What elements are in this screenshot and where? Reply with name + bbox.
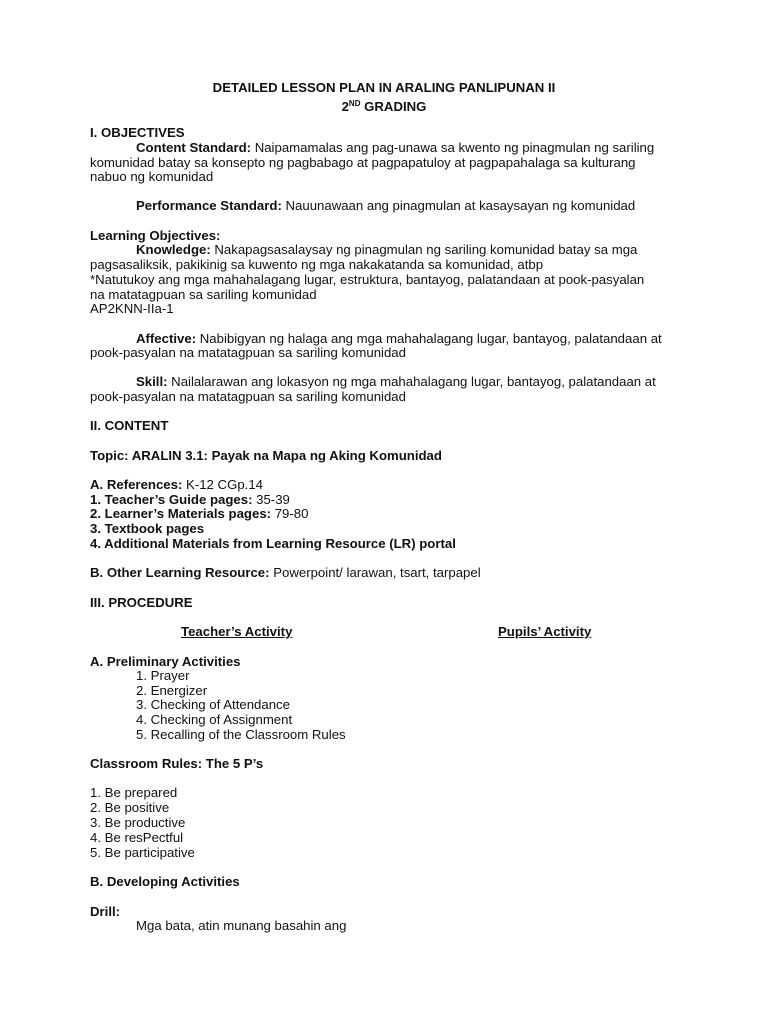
objectives-heading: I. OBJECTIVES: [90, 125, 185, 140]
developing-heading: B. Developing Activities: [90, 874, 240, 889]
affective-line1: Affective: Nabibigyan ng halaga ang mga mahahalagang lugar, bantayog, palatandaan at: [136, 331, 662, 346]
grading-line: 2ND GRADING: [341, 99, 427, 114]
affective-line2: pook-pasyalan na matatagpuan sa sariling komunidad: [90, 345, 406, 360]
procedure-heading: III. PROCEDURE: [90, 595, 193, 610]
list-item: 4. Be resPectful: [90, 830, 184, 845]
drill-label: Drill:: [90, 904, 121, 919]
list-item: 1. Prayer: [136, 668, 190, 683]
other-resource-line: B. Other Learning Resource: Powerpoint/ larawan, tsart, tarpapel: [90, 565, 481, 580]
list-item: 2. Be positive: [90, 800, 170, 815]
pupils-activity-column: Pupils’ Activity: [498, 624, 592, 639]
content-heading: II. CONTENT: [90, 418, 169, 433]
knowledge-line3: *Natutukoy ang mga mahahalagang lugar, estruktura, bantayog, palatandaan at pook-pasyalan: [90, 272, 645, 287]
preliminary-heading: A. Preliminary Activities: [90, 654, 241, 669]
teachers-guide-line: 1. Teacher’s Guide pages: 35-39: [90, 492, 290, 507]
content-standard-line1: Content Standard: Naipamamalas ang pag-unawa sa kwento ng pinagmulan ng sariling: [136, 140, 655, 155]
learning-objectives-heading: Learning Objectives:: [90, 228, 221, 243]
list-item: 1. Be prepared: [90, 785, 178, 800]
content-standard-line2: komunidad batay sa konsepto ng pagbabago at pagpapatuloy at pagpapahalaga sa kulturang: [90, 155, 636, 170]
list-item: 3. Be productive: [90, 815, 186, 830]
content-standard-line3: nabuo ng komunidad: [90, 169, 214, 184]
teacher-activity-column: Teacher’s Activity: [181, 624, 293, 639]
skill-line2: pook-pasyalan na matatagpuan sa sariling komunidad: [90, 389, 406, 404]
textbook-line: 3. Textbook pages: [90, 521, 205, 536]
performance-standard: Performance Standard: Nauunawaan ang pinagmulan at kasaysayan ng komunidad: [136, 198, 636, 213]
classroom-rules-heading: Classroom Rules: The 5 P’s: [90, 756, 264, 771]
references-line: A. References: K-12 CGp.14: [90, 477, 263, 492]
list-item: 4. Checking of Assignment: [136, 712, 293, 727]
learners-materials-line: 2. Learner’s Materials pages: 79-80: [90, 506, 309, 521]
document-title: DETAILED LESSON PLAN IN ARALING PANLIPUNAN II: [212, 80, 556, 95]
list-item: 2. Energizer: [136, 683, 208, 698]
knowledge-line1: Knowledge: Nakapagsasalaysay ng pinagmulan ng sariling komunidad batay sa mga: [136, 242, 638, 257]
drill-text: Mga bata, atin munang basahin ang: [136, 918, 347, 933]
competency-code: AP2KNN-IIa-1: [90, 301, 174, 316]
list-item: 3. Checking of Attendance: [136, 697, 290, 712]
list-item: 5. Recalling of the Classroom Rules: [136, 727, 346, 742]
knowledge-line4: na matatagpuan sa sariling komunidad: [90, 287, 317, 302]
skill-line1: Skill: Nailalarawan ang lokasyon ng mga mahahalagang lugar, bantayog, palatandaan at: [136, 374, 656, 389]
additional-materials-line: 4. Additional Materials from Learning Resource (LR) portal: [90, 536, 456, 551]
knowledge-line2: pagsasaliksik, pakikinig sa kuwento ng mga nakakatanda sa komunidad, atbp: [90, 257, 544, 272]
topic-line: Topic: ARALIN 3.1: Payak na Mapa ng Aking Komunidad: [90, 448, 442, 463]
list-item: 5. Be participative: [90, 845, 195, 860]
